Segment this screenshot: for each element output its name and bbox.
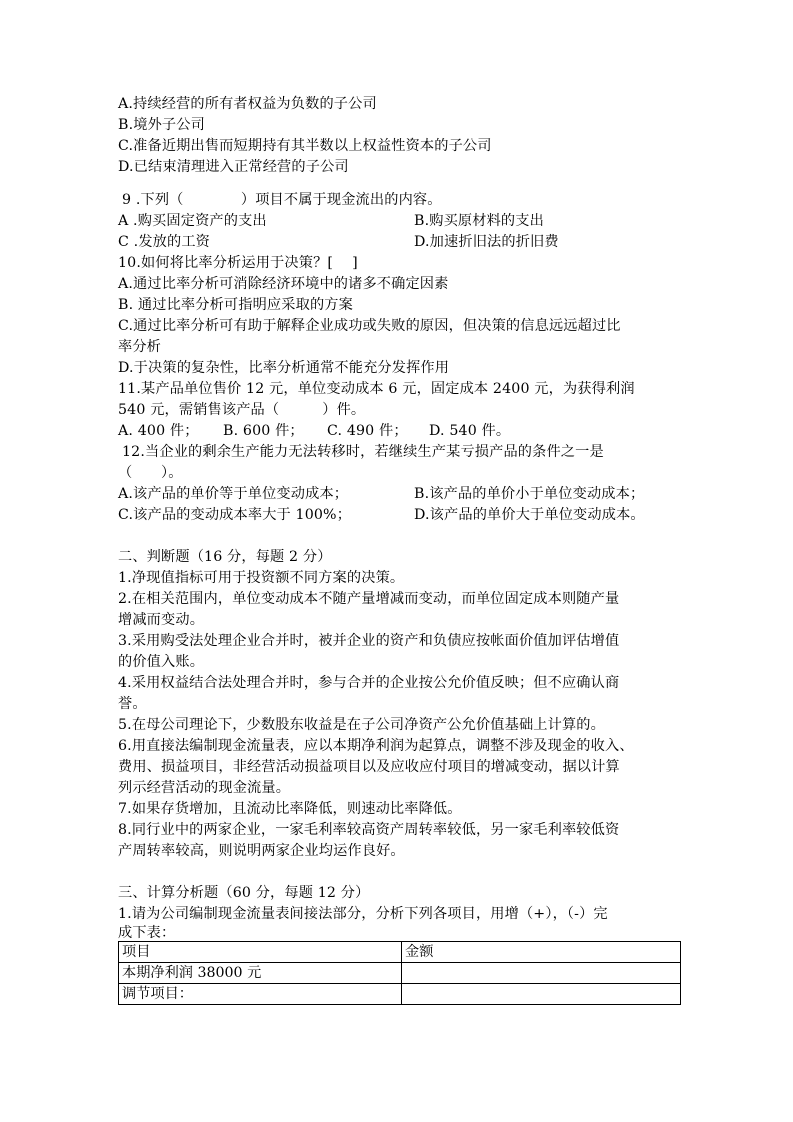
q10-stem: 10.如何将比率分析运用于决策？[ ] [118, 255, 358, 271]
q9-option-b: B.购买原材料的支出 [414, 213, 544, 229]
section2-title: 二、判断题（16 分，每题 2 分） [118, 549, 332, 565]
q11-stem-line2: 540 元，需销售该产品（ ）件。 [118, 402, 366, 418]
section2-line: 产周转率较高，则说明两家企业均运作良好。 [118, 843, 405, 859]
section2-line: 6.用直接法编制现金流量表，应以本期净利润为起算点，调整不涉及现金的收入、 [118, 738, 634, 754]
q8-option-c: C.准备近期出售而短期持有其半数以上权益性资本的子公司 [118, 138, 492, 154]
table-header-row [119, 942, 681, 963]
section2-line: 增减而变动。 [118, 612, 205, 628]
q9-stem: 9 .下列（ ）项目不属于现金流出的内容。 [122, 192, 442, 208]
q9-option-a: A .购买固定资产的支出 [118, 213, 267, 229]
q10-option-b: B. 通过比率分析可指明应采取的方案 [118, 297, 353, 313]
table-header-amount: 金额 [402, 942, 681, 963]
q10-option-d: D.于决策的复杂性，比率分析通常不能充分发挥作用 [118, 360, 450, 376]
section2-line: 5.在母公司理论下，少数股东收益是在子公司净资产公允价值基础上计算的。 [118, 717, 605, 733]
q12-option-d: D.该产品的单价大于单位变动成本。 [414, 507, 645, 523]
table-cell: 本期净利润 38000 元 [119, 963, 402, 984]
q11-option-c: C. 490 件； [327, 423, 408, 439]
section2-line: 的价值入账。 [118, 654, 205, 670]
q12-option-a: A.该产品的单价等于单位变动成本； [118, 486, 349, 502]
q12-stem-line2: （ ）。 [118, 465, 183, 481]
q9-option-d: D.加速折旧法的折旧费 [414, 234, 559, 250]
table-cell: 调节项目： [119, 984, 402, 1005]
q10-option-c-line2: 率分析 [118, 339, 162, 355]
section3-q1-line2: 成下表： [118, 925, 176, 941]
cash-flow-table [118, 941, 681, 1005]
table-cell [402, 984, 681, 1005]
section2-line: 费用、损益项目，非经营活动损益项目以及应收应付项目的增减变动，据以计算 [118, 759, 620, 775]
table-header-item: 项目 [119, 942, 402, 963]
q12-option-c: C.该产品的变动成本率大于 100%； [118, 507, 352, 523]
section2-line: 列示经营活动的现金流量。 [118, 780, 291, 796]
table-cell [402, 963, 681, 984]
q9-options-row2 [118, 232, 683, 253]
q12-option-b: B.该产品的单价小于单位变动成本； [414, 486, 645, 502]
q12-options-row1 [118, 484, 683, 505]
section2-line: 2.在相关范围内，单位变动成本不随产量增减而变动，而单位固定成本则随产量 [118, 591, 620, 607]
q11-option-b: B. 600 件； [223, 423, 304, 439]
section3-title: 三、计算分析题（60 分，每题 12 分） [118, 885, 370, 901]
section2-line: 3.采用购受法处理企业合并时，被并企业的资产和负债应按帐面价值加评估增值 [118, 633, 620, 649]
section2-line: 誉。 [118, 696, 147, 712]
q9-options-row1 [118, 211, 683, 232]
q8-option-b: B.境外子公司 [118, 117, 205, 133]
section2-line: 4.采用权益结合法处理合并时，参与合并的企业按公允价值反映；但不应确认商 [118, 675, 620, 691]
q11-option-d: D. 540 件。 [429, 423, 511, 439]
table-row [119, 984, 681, 1005]
q11-option-a: A. 400 件； [118, 423, 199, 439]
section2-line: 8.同行业中的两家企业，一家毛利率较高资产周转率较低，另一家毛利率较低资 [118, 822, 620, 838]
q12-stem-line1: 12.当企业的剩余生产能力无法转移时，若继续生产某亏损产品的条件之一是 [122, 444, 604, 460]
q8-option-a: A.持续经营的所有者权益为负数的子公司 [118, 96, 377, 112]
q9-option-c: C .发放的工资 [118, 234, 211, 250]
q12-options-row2 [118, 505, 683, 526]
section2-line: 1.净现值指标可用于投资额不同方案的决策。 [118, 570, 405, 586]
q8-option-d: D.已结束清理进入正常经营的子公司 [118, 159, 349, 175]
q10-option-a: A.通过比率分析可消除经济环境中的诸多不确定因素 [118, 276, 449, 292]
table-row [119, 963, 681, 984]
q11-options [118, 421, 683, 442]
section3-q1-line1: 1.请为公司编制现金流量表间接法部分，分析下列各项目，用增（+），（-）完 [118, 906, 608, 922]
q10-option-c-line1: C.通过比率分析可有助于解释企业成功或失败的原因，但决策的信息远远超过比 [118, 318, 621, 334]
document-page [118, 94, 683, 1005]
section2-line: 7.如果存货增加，且流动比率降低，则速动比率降低。 [118, 801, 462, 817]
q11-stem-line1: 11.某产品单位售价 12 元，单位变动成本 6 元，固定成本 2400 元，为获得利润 [118, 381, 635, 397]
